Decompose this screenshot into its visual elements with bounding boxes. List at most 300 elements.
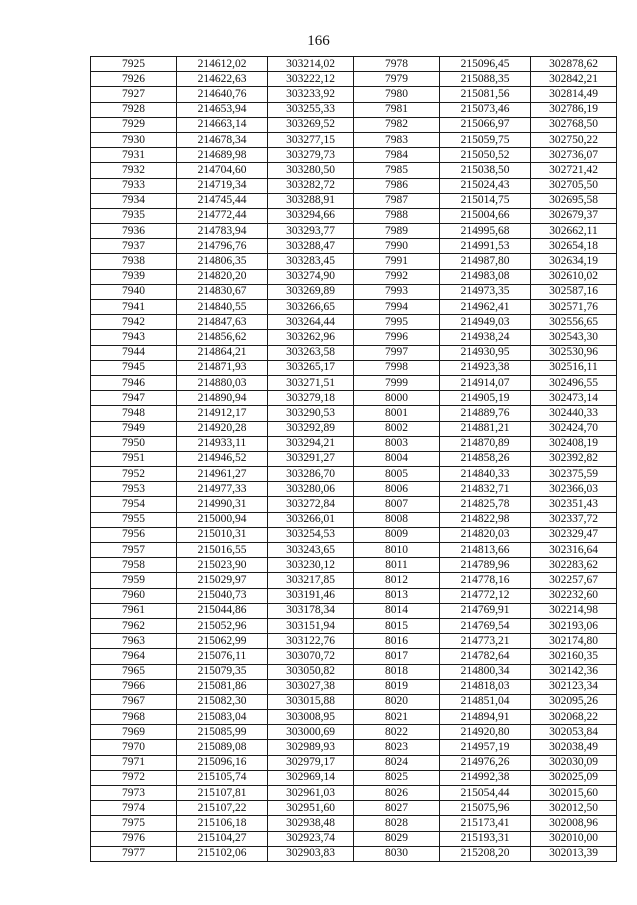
y-coordinate-cell: 303283,45 bbox=[268, 254, 354, 269]
point-number-cell: 7959 bbox=[91, 573, 177, 588]
y-coordinate-cell: 302938,48 bbox=[268, 816, 354, 831]
point-number-cell: 7944 bbox=[91, 345, 177, 360]
table-row bbox=[91, 269, 617, 284]
x-coordinate-cell: 215073,46 bbox=[440, 102, 531, 117]
y-coordinate-cell: 303286,70 bbox=[268, 467, 354, 482]
x-coordinate-cell: 214612,02 bbox=[177, 57, 268, 72]
table-row bbox=[91, 193, 617, 208]
point-number-cell: 7941 bbox=[91, 300, 177, 315]
point-number-cell: 7952 bbox=[91, 467, 177, 482]
table-row bbox=[91, 618, 617, 633]
y-coordinate-cell: 303222,12 bbox=[268, 72, 354, 87]
table-row bbox=[91, 330, 617, 345]
point-number-cell: 8019 bbox=[354, 679, 440, 694]
x-coordinate-cell: 215085,99 bbox=[177, 725, 268, 740]
table-row bbox=[91, 679, 617, 694]
table-row bbox=[91, 87, 617, 102]
point-number-cell: 7935 bbox=[91, 208, 177, 223]
x-coordinate-cell: 215088,35 bbox=[440, 72, 531, 87]
point-number-cell: 7996 bbox=[354, 330, 440, 345]
point-number-cell: 7953 bbox=[91, 482, 177, 497]
x-coordinate-cell: 215040,73 bbox=[177, 588, 268, 603]
x-coordinate-cell: 214820,20 bbox=[177, 269, 268, 284]
point-number-cell: 7969 bbox=[91, 725, 177, 740]
table-row bbox=[91, 816, 617, 831]
x-coordinate-cell: 214992,38 bbox=[440, 770, 531, 785]
point-number-cell: 7998 bbox=[354, 360, 440, 375]
x-coordinate-cell: 214961,27 bbox=[177, 467, 268, 482]
y-coordinate-cell: 302030,09 bbox=[531, 755, 617, 770]
y-coordinate-cell: 303263,58 bbox=[268, 345, 354, 360]
point-number-cell: 7997 bbox=[354, 345, 440, 360]
x-coordinate-cell: 215014,75 bbox=[440, 193, 531, 208]
x-coordinate-cell: 214856,62 bbox=[177, 330, 268, 345]
y-coordinate-cell: 302721,42 bbox=[531, 163, 617, 178]
point-number-cell: 7982 bbox=[354, 117, 440, 132]
x-coordinate-cell: 214769,54 bbox=[440, 618, 531, 633]
table-row bbox=[91, 163, 617, 178]
point-number-cell: 7991 bbox=[354, 254, 440, 269]
x-coordinate-cell: 215173,41 bbox=[440, 816, 531, 831]
x-coordinate-cell: 214653,94 bbox=[177, 102, 268, 117]
x-coordinate-cell: 215029,97 bbox=[177, 573, 268, 588]
x-coordinate-cell: 215023,90 bbox=[177, 558, 268, 573]
y-coordinate-cell: 302961,03 bbox=[268, 786, 354, 801]
x-coordinate-cell: 214847,63 bbox=[177, 315, 268, 330]
y-coordinate-cell: 303288,47 bbox=[268, 239, 354, 254]
y-coordinate-cell: 303288,91 bbox=[268, 193, 354, 208]
y-coordinate-cell: 303255,33 bbox=[268, 102, 354, 117]
x-coordinate-cell: 215106,18 bbox=[177, 816, 268, 831]
x-coordinate-cell: 214880,03 bbox=[177, 375, 268, 390]
x-coordinate-cell: 214789,96 bbox=[440, 558, 531, 573]
point-number-cell: 7985 bbox=[354, 163, 440, 178]
y-coordinate-cell: 303015,88 bbox=[268, 694, 354, 709]
table-row bbox=[91, 300, 617, 315]
y-coordinate-cell: 302337,72 bbox=[531, 512, 617, 527]
table-row bbox=[91, 846, 617, 861]
x-coordinate-cell: 214890,94 bbox=[177, 391, 268, 406]
y-coordinate-cell: 302587,16 bbox=[531, 284, 617, 299]
x-coordinate-cell: 214772,12 bbox=[440, 588, 531, 603]
y-coordinate-cell: 303272,84 bbox=[268, 497, 354, 512]
y-coordinate-cell: 302408,19 bbox=[531, 436, 617, 451]
y-coordinate-cell: 302392,82 bbox=[531, 451, 617, 466]
x-coordinate-cell: 214894,91 bbox=[440, 710, 531, 725]
y-coordinate-cell: 303264,44 bbox=[268, 315, 354, 330]
x-coordinate-cell: 214923,38 bbox=[440, 360, 531, 375]
y-coordinate-cell: 303294,21 bbox=[268, 436, 354, 451]
y-coordinate-cell: 302329,47 bbox=[531, 527, 617, 542]
point-number-cell: 7956 bbox=[91, 527, 177, 542]
y-coordinate-cell: 302989,93 bbox=[268, 740, 354, 755]
point-number-cell: 7967 bbox=[91, 694, 177, 709]
y-coordinate-cell: 302654,18 bbox=[531, 239, 617, 254]
table-row bbox=[91, 740, 617, 755]
y-coordinate-cell: 302012,50 bbox=[531, 801, 617, 816]
table-row bbox=[91, 436, 617, 451]
point-number-cell: 7940 bbox=[91, 284, 177, 299]
x-coordinate-cell: 214881,21 bbox=[440, 421, 531, 436]
y-coordinate-cell: 303294,66 bbox=[268, 208, 354, 223]
x-coordinate-cell: 214825,78 bbox=[440, 497, 531, 512]
point-number-cell: 7936 bbox=[91, 224, 177, 239]
y-coordinate-cell: 302610,02 bbox=[531, 269, 617, 284]
y-coordinate-cell: 302903,83 bbox=[268, 846, 354, 861]
y-coordinate-cell: 302160,35 bbox=[531, 649, 617, 664]
x-coordinate-cell: 215004,66 bbox=[440, 208, 531, 223]
y-coordinate-cell: 303070,72 bbox=[268, 649, 354, 664]
y-coordinate-cell: 302375,59 bbox=[531, 467, 617, 482]
point-number-cell: 7947 bbox=[91, 391, 177, 406]
y-coordinate-cell: 302571,76 bbox=[531, 300, 617, 315]
x-coordinate-cell: 214640,76 bbox=[177, 87, 268, 102]
point-number-cell: 7930 bbox=[91, 132, 177, 147]
table-row bbox=[91, 315, 617, 330]
point-number-cell: 7937 bbox=[91, 239, 177, 254]
x-coordinate-cell: 214920,80 bbox=[440, 725, 531, 740]
x-coordinate-cell: 214858,26 bbox=[440, 451, 531, 466]
point-number-cell: 8021 bbox=[354, 710, 440, 725]
x-coordinate-cell: 215059,75 bbox=[440, 132, 531, 147]
y-coordinate-cell: 303000,69 bbox=[268, 725, 354, 740]
y-coordinate-cell: 302366,03 bbox=[531, 482, 617, 497]
x-coordinate-cell: 214990,31 bbox=[177, 497, 268, 512]
point-number-cell: 7934 bbox=[91, 193, 177, 208]
point-number-cell: 7951 bbox=[91, 451, 177, 466]
point-number-cell: 8023 bbox=[354, 740, 440, 755]
y-coordinate-cell: 302705,50 bbox=[531, 178, 617, 193]
table-row bbox=[91, 664, 617, 679]
y-coordinate-cell: 302543,30 bbox=[531, 330, 617, 345]
x-coordinate-cell: 214820,03 bbox=[440, 527, 531, 542]
table-row bbox=[91, 543, 617, 558]
point-number-cell: 7994 bbox=[354, 300, 440, 315]
x-coordinate-cell: 215107,81 bbox=[177, 786, 268, 801]
x-coordinate-cell: 214864,21 bbox=[177, 345, 268, 360]
point-number-cell: 7928 bbox=[91, 102, 177, 117]
x-coordinate-cell: 214689,98 bbox=[177, 148, 268, 163]
y-coordinate-cell: 302095,26 bbox=[531, 694, 617, 709]
y-coordinate-cell: 302193,06 bbox=[531, 618, 617, 633]
y-coordinate-cell: 302013,39 bbox=[531, 846, 617, 861]
point-number-cell: 8001 bbox=[354, 406, 440, 421]
y-coordinate-cell: 303191,46 bbox=[268, 588, 354, 603]
point-number-cell: 7925 bbox=[91, 57, 177, 72]
point-number-cell: 8015 bbox=[354, 618, 440, 633]
table-row bbox=[91, 208, 617, 223]
coordinates-table bbox=[90, 56, 617, 862]
x-coordinate-cell: 214745,44 bbox=[177, 193, 268, 208]
point-number-cell: 7950 bbox=[91, 436, 177, 451]
y-coordinate-cell: 302068,22 bbox=[531, 710, 617, 725]
page-number: 166 bbox=[307, 33, 330, 49]
y-coordinate-cell: 303122,76 bbox=[268, 634, 354, 649]
y-coordinate-cell: 302695,58 bbox=[531, 193, 617, 208]
x-coordinate-cell: 214704,60 bbox=[177, 163, 268, 178]
point-number-cell: 7972 bbox=[91, 770, 177, 785]
point-number-cell: 7984 bbox=[354, 148, 440, 163]
y-coordinate-cell: 303269,89 bbox=[268, 284, 354, 299]
y-coordinate-cell: 303266,65 bbox=[268, 300, 354, 315]
point-number-cell: 7988 bbox=[354, 208, 440, 223]
y-coordinate-cell: 303277,15 bbox=[268, 132, 354, 147]
point-number-cell: 8002 bbox=[354, 421, 440, 436]
x-coordinate-cell: 214783,94 bbox=[177, 224, 268, 239]
y-coordinate-cell: 303230,12 bbox=[268, 558, 354, 573]
x-coordinate-cell: 214796,76 bbox=[177, 239, 268, 254]
table-row bbox=[91, 451, 617, 466]
table-row bbox=[91, 421, 617, 436]
point-number-cell: 7958 bbox=[91, 558, 177, 573]
x-coordinate-cell: 214782,64 bbox=[440, 649, 531, 664]
point-number-cell: 7955 bbox=[91, 512, 177, 527]
x-coordinate-cell: 214813,66 bbox=[440, 543, 531, 558]
point-number-cell: 7931 bbox=[91, 148, 177, 163]
y-coordinate-cell: 303290,53 bbox=[268, 406, 354, 421]
table-row bbox=[91, 527, 617, 542]
x-coordinate-cell: 215062,99 bbox=[177, 634, 268, 649]
table-row bbox=[91, 345, 617, 360]
x-coordinate-cell: 214818,03 bbox=[440, 679, 531, 694]
table-row bbox=[91, 360, 617, 375]
point-number-cell: 7963 bbox=[91, 634, 177, 649]
x-coordinate-cell: 214973,35 bbox=[440, 284, 531, 299]
point-number-cell: 7939 bbox=[91, 269, 177, 284]
point-number-cell: 7968 bbox=[91, 710, 177, 725]
x-coordinate-cell: 215107,22 bbox=[177, 801, 268, 816]
coordinates-table-body bbox=[91, 57, 617, 862]
point-number-cell: 7990 bbox=[354, 239, 440, 254]
y-coordinate-cell: 302316,64 bbox=[531, 543, 617, 558]
point-number-cell: 7926 bbox=[91, 72, 177, 87]
y-coordinate-cell: 303274,90 bbox=[268, 269, 354, 284]
table-row bbox=[91, 254, 617, 269]
x-coordinate-cell: 215038,50 bbox=[440, 163, 531, 178]
table-row bbox=[91, 755, 617, 770]
x-coordinate-cell: 214773,21 bbox=[440, 634, 531, 649]
x-coordinate-cell: 215208,20 bbox=[440, 846, 531, 861]
table-row bbox=[91, 482, 617, 497]
y-coordinate-cell: 303151,94 bbox=[268, 618, 354, 633]
x-coordinate-cell: 214806,35 bbox=[177, 254, 268, 269]
y-coordinate-cell: 302123,34 bbox=[531, 679, 617, 694]
table-row bbox=[91, 178, 617, 193]
point-number-cell: 7949 bbox=[91, 421, 177, 436]
point-number-cell: 7993 bbox=[354, 284, 440, 299]
x-coordinate-cell: 214914,07 bbox=[440, 375, 531, 390]
x-coordinate-cell: 215105,74 bbox=[177, 770, 268, 785]
point-number-cell: 7965 bbox=[91, 664, 177, 679]
x-coordinate-cell: 214995,68 bbox=[440, 224, 531, 239]
x-coordinate-cell: 214800,34 bbox=[440, 664, 531, 679]
x-coordinate-cell: 214957,19 bbox=[440, 740, 531, 755]
x-coordinate-cell: 214889,76 bbox=[440, 406, 531, 421]
y-coordinate-cell: 302979,17 bbox=[268, 755, 354, 770]
point-number-cell: 7975 bbox=[91, 816, 177, 831]
point-number-cell: 8018 bbox=[354, 664, 440, 679]
x-coordinate-cell: 214977,33 bbox=[177, 482, 268, 497]
y-coordinate-cell: 302516,11 bbox=[531, 360, 617, 375]
point-number-cell: 8004 bbox=[354, 451, 440, 466]
point-number-cell: 8010 bbox=[354, 543, 440, 558]
x-coordinate-cell: 214870,89 bbox=[440, 436, 531, 451]
y-coordinate-cell: 302786,19 bbox=[531, 102, 617, 117]
x-coordinate-cell: 215104,27 bbox=[177, 831, 268, 846]
x-coordinate-cell: 214983,08 bbox=[440, 269, 531, 284]
x-coordinate-cell: 214987,80 bbox=[440, 254, 531, 269]
point-number-cell: 8005 bbox=[354, 467, 440, 482]
point-number-cell: 7989 bbox=[354, 224, 440, 239]
table-row bbox=[91, 406, 617, 421]
point-number-cell: 7964 bbox=[91, 649, 177, 664]
point-number-cell: 7983 bbox=[354, 132, 440, 147]
point-number-cell: 7942 bbox=[91, 315, 177, 330]
table-row bbox=[91, 634, 617, 649]
y-coordinate-cell: 302878,62 bbox=[531, 57, 617, 72]
x-coordinate-cell: 215016,55 bbox=[177, 543, 268, 558]
point-number-cell: 7987 bbox=[354, 193, 440, 208]
y-coordinate-cell: 303214,02 bbox=[268, 57, 354, 72]
point-number-cell: 7995 bbox=[354, 315, 440, 330]
y-coordinate-cell: 303178,34 bbox=[268, 603, 354, 618]
point-number-cell: 7974 bbox=[91, 801, 177, 816]
y-coordinate-cell: 302473,14 bbox=[531, 391, 617, 406]
x-coordinate-cell: 215054,44 bbox=[440, 786, 531, 801]
x-coordinate-cell: 214949,03 bbox=[440, 315, 531, 330]
x-coordinate-cell: 215010,31 bbox=[177, 527, 268, 542]
x-coordinate-cell: 215102,06 bbox=[177, 846, 268, 861]
y-coordinate-cell: 302025,09 bbox=[531, 770, 617, 785]
table-row bbox=[91, 558, 617, 573]
table-row bbox=[91, 725, 617, 740]
y-coordinate-cell: 302923,74 bbox=[268, 831, 354, 846]
y-coordinate-cell: 302010,00 bbox=[531, 831, 617, 846]
point-number-cell: 8029 bbox=[354, 831, 440, 846]
y-coordinate-cell: 302232,60 bbox=[531, 588, 617, 603]
table-row bbox=[91, 72, 617, 87]
table-row bbox=[91, 770, 617, 785]
point-number-cell: 7946 bbox=[91, 375, 177, 390]
y-coordinate-cell: 302440,33 bbox=[531, 406, 617, 421]
x-coordinate-cell: 214678,34 bbox=[177, 132, 268, 147]
y-coordinate-cell: 302662,11 bbox=[531, 224, 617, 239]
table-row bbox=[91, 573, 617, 588]
x-coordinate-cell: 214930,95 bbox=[440, 345, 531, 360]
point-number-cell: 7948 bbox=[91, 406, 177, 421]
y-coordinate-cell: 302496,55 bbox=[531, 375, 617, 390]
x-coordinate-cell: 215081,56 bbox=[440, 87, 531, 102]
point-number-cell: 8024 bbox=[354, 755, 440, 770]
y-coordinate-cell: 303271,51 bbox=[268, 375, 354, 390]
point-number-cell: 7957 bbox=[91, 543, 177, 558]
table-row bbox=[91, 786, 617, 801]
x-coordinate-cell: 214840,33 bbox=[440, 467, 531, 482]
y-coordinate-cell: 303291,27 bbox=[268, 451, 354, 466]
table-row bbox=[91, 224, 617, 239]
y-coordinate-cell: 303293,77 bbox=[268, 224, 354, 239]
y-coordinate-cell: 303279,73 bbox=[268, 148, 354, 163]
y-coordinate-cell: 302053,84 bbox=[531, 725, 617, 740]
point-number-cell: 7973 bbox=[91, 786, 177, 801]
table-row bbox=[91, 239, 617, 254]
x-coordinate-cell: 214851,04 bbox=[440, 694, 531, 709]
point-number-cell: 8000 bbox=[354, 391, 440, 406]
point-number-cell: 8008 bbox=[354, 512, 440, 527]
point-number-cell: 7961 bbox=[91, 603, 177, 618]
y-coordinate-cell: 302214,98 bbox=[531, 603, 617, 618]
y-coordinate-cell: 303269,52 bbox=[268, 117, 354, 132]
point-number-cell: 8016 bbox=[354, 634, 440, 649]
x-coordinate-cell: 215076,11 bbox=[177, 649, 268, 664]
point-number-cell: 7927 bbox=[91, 87, 177, 102]
y-coordinate-cell: 303008,95 bbox=[268, 710, 354, 725]
table-row bbox=[91, 603, 617, 618]
x-coordinate-cell: 214991,53 bbox=[440, 239, 531, 254]
point-number-cell: 7938 bbox=[91, 254, 177, 269]
y-coordinate-cell: 302556,65 bbox=[531, 315, 617, 330]
y-coordinate-cell: 303279,18 bbox=[268, 391, 354, 406]
x-coordinate-cell: 214769,91 bbox=[440, 603, 531, 618]
x-coordinate-cell: 215096,45 bbox=[440, 57, 531, 72]
point-number-cell: 8012 bbox=[354, 573, 440, 588]
table-row bbox=[91, 102, 617, 117]
y-coordinate-cell: 303027,38 bbox=[268, 679, 354, 694]
x-coordinate-cell: 215000,94 bbox=[177, 512, 268, 527]
x-coordinate-cell: 214778,16 bbox=[440, 573, 531, 588]
table-row bbox=[91, 801, 617, 816]
point-number-cell: 8025 bbox=[354, 770, 440, 785]
y-coordinate-cell: 302257,67 bbox=[531, 573, 617, 588]
x-coordinate-cell: 215050,52 bbox=[440, 148, 531, 163]
y-coordinate-cell: 302174,80 bbox=[531, 634, 617, 649]
point-number-cell: 8022 bbox=[354, 725, 440, 740]
y-coordinate-cell: 303265,17 bbox=[268, 360, 354, 375]
table-row bbox=[91, 497, 617, 512]
point-number-cell: 8011 bbox=[354, 558, 440, 573]
x-coordinate-cell: 214933,11 bbox=[177, 436, 268, 451]
y-coordinate-cell: 302142,36 bbox=[531, 664, 617, 679]
point-number-cell: 7992 bbox=[354, 269, 440, 284]
x-coordinate-cell: 214840,55 bbox=[177, 300, 268, 315]
point-number-cell: 8027 bbox=[354, 801, 440, 816]
x-coordinate-cell: 215082,30 bbox=[177, 694, 268, 709]
table-row bbox=[91, 117, 617, 132]
point-number-cell: 7976 bbox=[91, 831, 177, 846]
point-number-cell: 8007 bbox=[354, 497, 440, 512]
table-row bbox=[91, 132, 617, 147]
point-number-cell: 7933 bbox=[91, 178, 177, 193]
y-coordinate-cell: 302530,96 bbox=[531, 345, 617, 360]
point-number-cell: 7954 bbox=[91, 497, 177, 512]
point-number-cell: 7986 bbox=[354, 178, 440, 193]
y-coordinate-cell: 302679,37 bbox=[531, 208, 617, 223]
point-number-cell: 8017 bbox=[354, 649, 440, 664]
x-coordinate-cell: 215089,08 bbox=[177, 740, 268, 755]
x-coordinate-cell: 214832,71 bbox=[440, 482, 531, 497]
table-row bbox=[91, 391, 617, 406]
y-coordinate-cell: 303217,85 bbox=[268, 573, 354, 588]
y-coordinate-cell: 303050,82 bbox=[268, 664, 354, 679]
x-coordinate-cell: 214772,44 bbox=[177, 208, 268, 223]
x-coordinate-cell: 214938,24 bbox=[440, 330, 531, 345]
point-number-cell: 8014 bbox=[354, 603, 440, 618]
point-number-cell: 7966 bbox=[91, 679, 177, 694]
point-number-cell: 7980 bbox=[354, 87, 440, 102]
point-number-cell: 7929 bbox=[91, 117, 177, 132]
x-coordinate-cell: 215081,86 bbox=[177, 679, 268, 694]
y-coordinate-cell: 302814,49 bbox=[531, 87, 617, 102]
